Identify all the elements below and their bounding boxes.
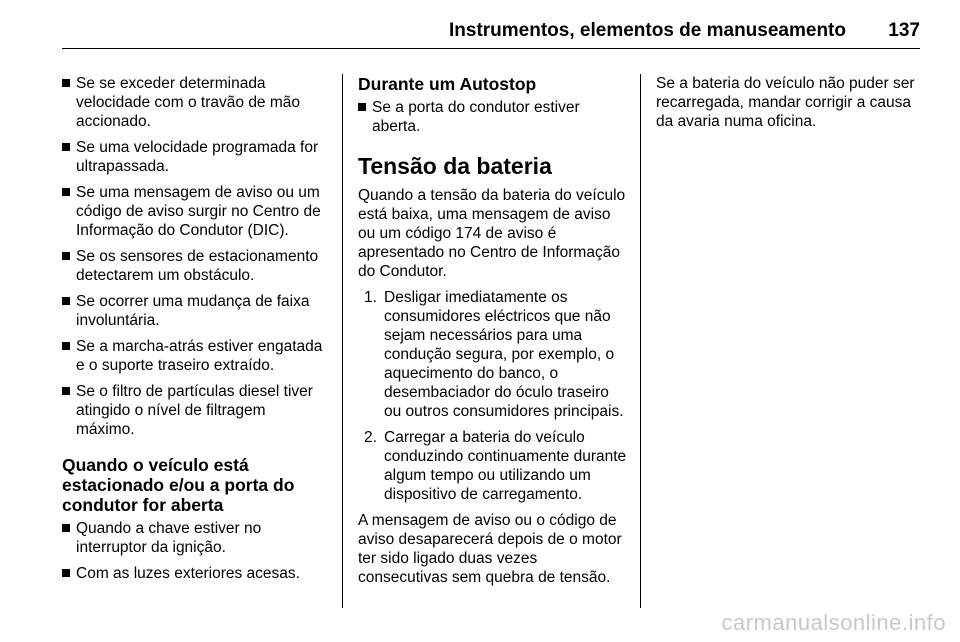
bullet-square-icon	[62, 342, 70, 350]
page-title: Instrumentos, elementos de manuseamento	[449, 20, 846, 41]
column-3	[656, 74, 926, 138]
bullet-square-icon	[62, 524, 70, 532]
column-divider-2	[640, 74, 641, 608]
numbered-steps	[358, 288, 628, 504]
list-item: Se uma velocidade programada for ultrapassada.	[62, 138, 326, 176]
section-heading-parked: Quando o veículo está estacionado e/ou a porta do condutor for aberta	[62, 455, 295, 515]
list-item: Se se exceder determinada velocidade com o travão de mão accionado.	[62, 74, 326, 131]
bullet-square-icon	[62, 79, 70, 87]
battery-repair-paragraph: Se a bateria do veículo não puder ser recarregada, mandar corrigir a causa da avaria numa oficina.	[656, 75, 915, 130]
list-item: Se o filtro de partículas diesel tiver atingido o nível de filtragem máximo.	[62, 382, 326, 439]
section-heading-autostop: Durante um Autostop	[358, 74, 537, 94]
battery-intro-paragraph: Quando a tensão da bateria do veículo está baixa, uma mensagem de aviso ou um código 174 de aviso é apresentado no Centro de Informação do Condutor.	[358, 187, 626, 280]
battery-outro-paragraph: A mensagem de aviso ou o código de aviso desaparecerá depois de o motor ter sido ligado duas vezes consecutivas sem quebra de tensão.	[358, 512, 622, 586]
page-header	[62, 14, 920, 49]
bullet-square-icon	[62, 297, 70, 305]
bullet-square-icon	[62, 387, 70, 395]
bullet-square-icon	[62, 188, 70, 196]
bullet-square-icon	[62, 569, 70, 577]
list-item: Se uma mensagem de aviso ou um código de aviso surgir no Centro de Informação do Condutor (DIC).	[62, 183, 326, 240]
bullet-square-icon	[62, 252, 70, 260]
bullet-square-icon	[62, 143, 70, 151]
bullet-list-warnings	[62, 74, 326, 439]
page-number: 137	[888, 20, 920, 41]
watermark: carmanualsonline.info	[721, 610, 946, 635]
column-2	[358, 74, 628, 594]
bullet-square-icon	[358, 103, 366, 111]
column-1	[62, 74, 326, 590]
list-item: Quando a chave estiver no interruptor da ignição.	[62, 519, 326, 557]
bullet-list-parked	[62, 519, 326, 583]
step-number: 2.	[364, 429, 377, 446]
list-item: Se ocorrer uma mudança de faixa involuntária.	[62, 292, 326, 330]
list-item: 1. Desligar imediatamente os consumidores eléctricos que não sejam necessários para uma condução segura, por exemplo, o aquecimento do banco, o desembaciador do óculo traseiro ou outros consumidores principais.	[364, 289, 624, 420]
list-item: 2. Carregar a bateria do veículo conduzindo continuamente durante algum tempo ou utilizando um dispositivo de carregamento.	[364, 429, 627, 503]
list-item: Se os sensores de estacionamento detectarem um obstáculo.	[62, 247, 326, 285]
list-item: Com as luzes exteriores acesas.	[62, 564, 326, 583]
bullet-list-autostop	[358, 98, 628, 136]
list-item: Se a marcha-atrás estiver engatada e o suporte traseiro extraído.	[62, 337, 326, 375]
column-divider-1	[342, 74, 343, 608]
list-item: Se a porta do condutor estiver aberta.	[358, 98, 628, 136]
section-heading-battery: Tensão da bateria	[358, 153, 552, 179]
step-number: 1.	[364, 289, 377, 306]
